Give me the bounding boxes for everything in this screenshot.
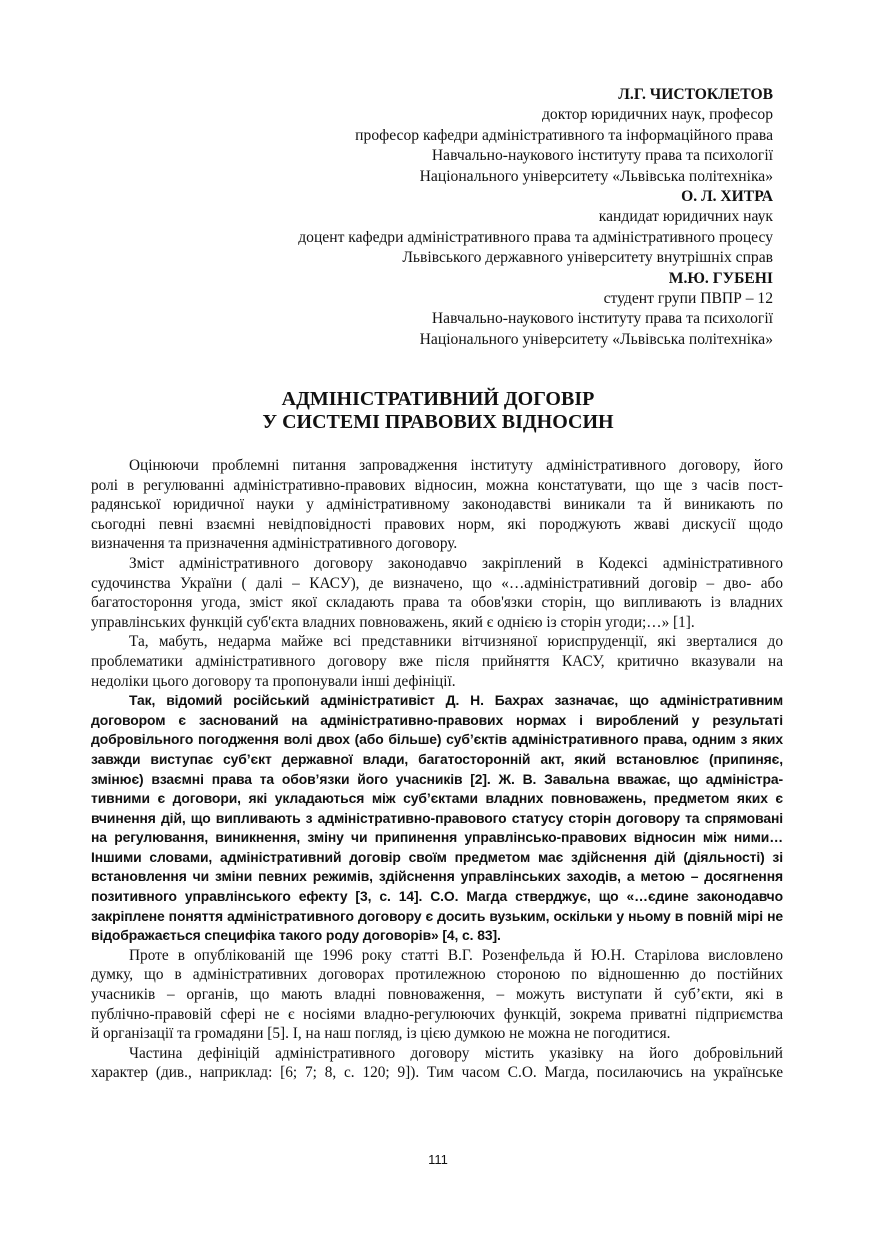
text-line: сьогодні певні взаємні невідповідності правових норм, які породжують жваві дискусії щодо (91, 515, 783, 533)
author-affiliation: Львівського державного університету внутрішніх справ (402, 249, 773, 267)
text-line: Зміст адміністративного договору законодавчо закріплений в Кодексі адміністративного (129, 554, 783, 572)
text-line: учасників – органів, що мають владні повноваження, – можуть виступати й суб’єкти, які в (91, 986, 783, 1004)
text-line: позитивного управлінського ефекту [3, с. 14]. С.О. Магда стверджує, що «…єдине законодавчо (91, 888, 783, 905)
text-line: публічно-правовій сфері не є носіями владно-регулюючих функцій, зокрема приватні підприємства (91, 1005, 783, 1023)
author-name: Л.Г. ЧИСТОКЛЕТОВ (618, 86, 773, 103)
text-line: вчинення дій, що випливають з адміністративно-правового статусу сторін договору та спрямовані (91, 809, 783, 826)
paragraph (91, 632, 783, 691)
text-line: проблематики адміністративного договору вже після прийняття КАСУ, критично вказували на (91, 652, 783, 670)
text-line: недоліки цього договору та пропонували інші дефініції. (91, 672, 456, 690)
text-line: Так, відомий російський адміністративіст Д. Н. Бахрах зазначає, що адміністративним (129, 692, 783, 709)
text-line: й організації та громадяни [5]. І, на наш погляд, із цією думкою не можна не погодитися. (91, 1025, 671, 1043)
author-name: О. Л. ХИТРА (681, 188, 773, 206)
paragraph (91, 1044, 783, 1083)
text-line: ролі в регулюванні адміністративно-правових відносин, можна констатувати, що ще з часів пост- (91, 476, 783, 494)
paragraph (91, 691, 783, 946)
author-affiliation: Навчально-наукового інституту права та психології (431, 310, 773, 328)
text-line: характер (див., наприклад: [6; 7; 8, с. 120; 9]). Тим часом С.О. Магда, посилаючись на українське (91, 1064, 783, 1082)
text-line: багатостороння угода, зміст якої складають права та обов'язки сторін, що випливають із владних (91, 594, 783, 612)
author-name: М.Ю. ГУБЕНІ (668, 269, 773, 287)
paragraph (91, 554, 783, 632)
text-line: відображається специфіка такого роду договорів» [4, с. 83]. (91, 927, 501, 944)
author-affiliation: кандидат юридичних наук (598, 208, 773, 226)
text-line: на регулювання, виникнення, зміну чи припинення управлінсько-правових відносин між ними… (91, 829, 783, 846)
author-affiliation: професор кафедри адміністративного та інформаційного права (355, 126, 773, 144)
article-body (91, 456, 783, 1083)
author-affiliation: доктор юридичних наук, професор (541, 106, 773, 124)
text-line: управлінських функцій суб'єкта владних повноважень, який є однією із сторін угоди;…» [1]. (91, 613, 695, 631)
author-affiliation: Навчально-наукового інституту права та психології (431, 147, 773, 165)
paragraph (91, 456, 783, 554)
page-number: 111 (428, 1152, 448, 1167)
text-line: добровільного погодження волі двох (або більше) суб’єктів адміністративного права, одним з яких (91, 731, 783, 748)
text-line: закріплене поняття адміністративного договору є досить вузьким, оскільки у ньому в повній мірі не (91, 907, 783, 924)
text-line: Іншими словами, адміністративний договір своїм предметом має здійснення дій (діяльності) зі (91, 848, 783, 865)
text-line: думку, що в адміністративних договорах протилежною стороною по відношенню до постійних (91, 966, 783, 984)
title-line-1: АДМІНІСТРАТИВНИЙ ДОГОВІР (281, 388, 595, 410)
text-line: визначення та призначення адміністративного договору. (91, 535, 458, 553)
text-line: Оцінюючи проблемні питання запровадження інституту адміністративного договору, його (129, 457, 783, 474)
text-line: Та, мабуть, недарма майже всі представники вітчизняної юриспруденції, які зверталися до (129, 633, 783, 651)
author-affiliation: доцент кафедри адміністративного права та адміністративного процесу (298, 228, 773, 246)
text-line: договором є заснований на адміністративно-правових нормах і вироблений у результаті (91, 711, 783, 728)
paragraph (91, 946, 783, 1044)
text-line: завжди виступає суб’єкт державної влади, багатосторонній акт, який встановлює (припиняє, (91, 750, 783, 767)
title-line-2: У СИСТЕМІ ПРАВОВИХ ВІДНОСИН (262, 411, 614, 433)
author-affiliation: Національного університету «Львівська політехніка» (419, 167, 773, 185)
author-block (298, 85, 773, 350)
text-line: Частина дефініцій адміністративного договору містить указівку на його добровільний (129, 1044, 783, 1062)
text-line: змінює) взаємні права та обов’язки його учасників [2]. Ж. В. Завальна вважає, що адміністра- (91, 770, 783, 787)
text-line: встановлення чи зміни певних режимів, здійснення управлінських заходів, а метою – досягнення (91, 868, 783, 885)
author-affiliation: Національного університету «Львівська політехніка» (419, 330, 773, 348)
text-line: радянської юридичної науки у адміністративному законодавстві виникали та й виникають по (91, 496, 783, 514)
article-title (0, 388, 876, 434)
text-line: тивними є договори, які укладаються між суб’єктами владних повноважень, предметом яких є (91, 790, 783, 807)
author-affiliation: студент групи ПВПР – 12 (603, 290, 773, 308)
text-line: судочинства України ( далі – КАСУ), де визначено, що «…адміністративний договір – дво- або (91, 574, 783, 592)
text-line: Проте в опублікованій ще 1996 року статті В.Г. Розенфельда й Ю.Н. Старілова висловлено (129, 946, 783, 964)
